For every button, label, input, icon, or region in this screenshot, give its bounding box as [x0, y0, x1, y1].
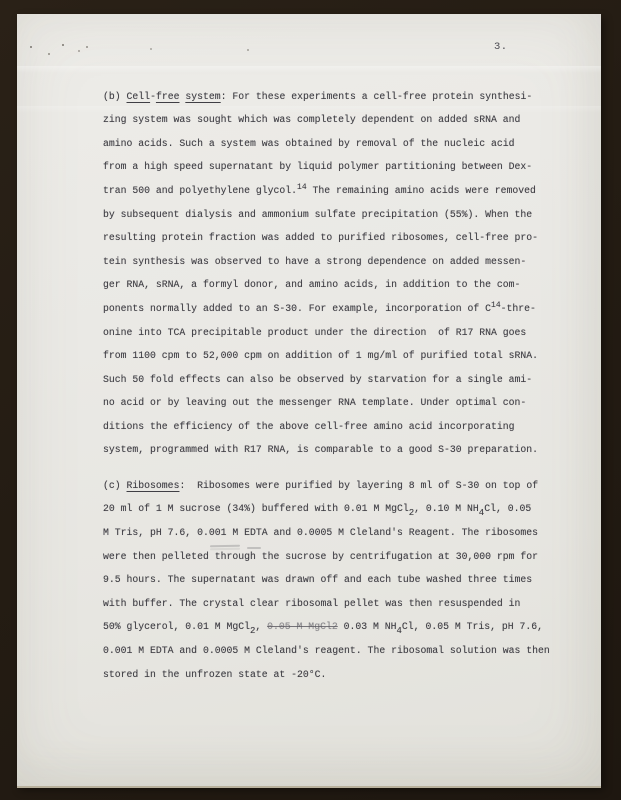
paragraph-ribosomes: [103, 474, 578, 687]
text-line: no acid or by leaving out the messenger RNA template. Under optimal con-: [103, 397, 527, 409]
text-line: ger RNA, sRNA, a formyl donor, and amino acids, in addition to the com-: [103, 279, 521, 291]
text-line: stored in the unfrozen state at -20°C.: [103, 668, 327, 680]
text-line: 50% glycerol, 0.01 M MgCl2, 0.05 M MgCl2 0.03 M NH4Cl, 0.05 M Tris, pH 7.6,: [103, 620, 544, 637]
document-page: [17, 14, 601, 786]
text-line: from a high speed supernatant by liquid polymer partitioning between Dex-: [103, 161, 533, 173]
text-line: tran 500 and polyethylene glycol.$^{14}$ The remaining amino acids were removed: [103, 182, 536, 196]
document-body: [103, 85, 578, 686]
page-number: 3.: [494, 41, 508, 53]
text-line: system, programmed with R17 RNA, is comparable to a good S-30 preparation.: [103, 444, 539, 456]
text-line: (c) Ribosomes: Ribosomes were purified by layering 8 ml of S-30 on top of: [103, 479, 539, 491]
text-line: Such 50 fold effects can also be observed by starvation for a single ami-: [103, 373, 533, 385]
text-line: 9.5 hours. The supernatant was drawn off and each tube washed three times: [103, 574, 533, 586]
text-line: tein synthesis was observed to have a strong dependence on added messen-: [103, 255, 527, 267]
text-line: from 1100 cpm to 52,000 cpm on addition of 1 mg/ml of purified total sRNA.: [103, 350, 539, 362]
erasure-mark: [247, 547, 261, 549]
text-line: 20 ml of 1 M sucrose (34%) buffered with 0.01 M MgCl2, 0.10 M NH4Cl, 0.05: [103, 502, 532, 519]
paper-speckles: [30, 46, 32, 48]
text-line: zing system was sought which was completely dependent on added sRNA and: [103, 114, 521, 126]
text-line: 0.001 M EDTA and 0.0005 M Cleland's reagent. The ribosomal solution was then: [103, 645, 550, 657]
scan-streak: [17, 66, 601, 73]
paragraph-cell-free-system: [103, 85, 578, 462]
text-line: amino acids. Such a system was obtained by removal of the nucleic acid: [103, 137, 515, 149]
text-line: ponents normally added to an S-30. For example, incorporation of $C^{14}-thre-$: [103, 300, 536, 314]
text-line: with buffer. The crystal clear ribosomal pellet was then resuspended in: [103, 597, 521, 609]
text-line: ditions the efficiency of the above cell-free amino acid incorporating: [103, 420, 515, 432]
text-line: M Tris, pH 7.6, 0.001 M EDTA and 0.0005 M Cleland's Reagent. The ribosomes: [103, 527, 539, 539]
text-line: resulting protein fraction was added to purified ribosomes, cell-free pro-: [103, 232, 539, 244]
text-line: onine into TCA precipitable product under the direction of R17 RNA goes: [103, 327, 527, 339]
text-line: by subsequent dialysis and ammonium sulfate precipitation (55%). When the: [103, 209, 533, 221]
text-line: were then pelleted through the sucrose by centrifugation at 30,000 rpm for: [103, 550, 539, 562]
text-line: (b) Cell-free system: For these experiments a cell-free protein synthesi-: [103, 91, 533, 102]
